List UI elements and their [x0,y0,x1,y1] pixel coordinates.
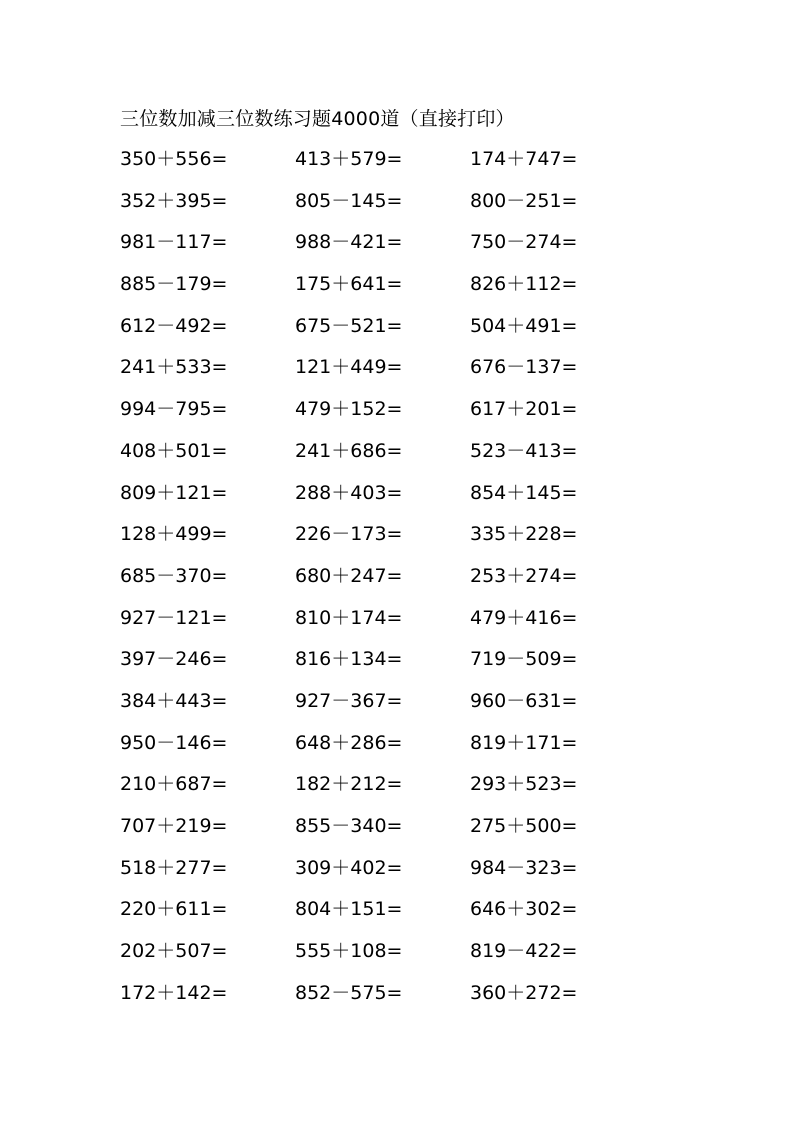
math-problem: 981－117= [120,231,228,254]
math-problem: 676－137= [470,356,578,379]
math-problem: 719－509= [470,648,578,671]
math-problem: 241＋533= [120,356,228,379]
math-problem: 350＋556= [120,148,228,170]
problem-row [120,480,640,522]
problem-row [120,146,640,188]
math-problem: 352＋395= [120,189,228,212]
math-problem: 826＋112= [470,273,578,296]
math-problem: 810＋174= [295,606,403,629]
problem-row [120,855,640,897]
math-problem: 800－251= [470,189,578,212]
math-problem: 335＋228= [470,523,578,546]
problem-row [120,730,640,772]
problem-row [120,188,640,230]
problem-row [120,688,640,730]
math-problem: 182＋212= [295,773,403,796]
math-problem: 202＋507= [120,940,228,963]
math-problem: 994－795= [120,398,228,421]
math-problem: 384＋443= [120,689,228,712]
math-problem: 555＋108= [295,940,403,963]
problem-row [120,396,640,438]
math-problem: 128＋499= [120,523,228,546]
problem-row [120,313,640,355]
math-problem: 885－179= [120,273,228,296]
math-problem: 360＋272= [470,981,578,1004]
math-problem: 413＋579= [295,148,403,170]
problem-row [120,354,640,396]
math-problem: 172＋142= [120,981,228,1004]
math-problem: 927－121= [120,606,228,629]
math-problem: 617＋201= [470,398,578,421]
math-problem: 309＋402= [295,856,403,879]
math-problem: 988－421= [295,231,403,254]
math-problem: 960－631= [470,689,578,712]
math-problem: 854＋145= [470,481,578,504]
math-problem: 950－146= [120,731,228,754]
math-problem: 809＋121= [120,481,228,504]
problem-row [120,438,640,480]
math-problem: 927－367= [295,689,403,712]
math-problem: 612－492= [120,314,228,337]
math-problem: 175＋641= [295,273,403,296]
math-problem: 288＋403= [295,481,403,504]
problem-row [120,271,640,313]
math-problem: 220＋611= [120,898,228,921]
math-problem: 852－575= [295,981,403,1004]
math-problem: 675－521= [295,314,403,337]
problem-row [120,813,640,855]
math-problem: 504＋491= [470,314,578,337]
math-problem: 855－340= [295,815,403,837]
problem-row [120,896,640,938]
problem-row [120,771,640,813]
math-problem: 648＋286= [295,731,403,754]
math-problem: 805－145= [295,189,403,212]
math-problem: 174＋747= [470,148,578,170]
math-problem: 479＋416= [470,606,578,629]
page-title: 三位数加减三位数练习题4000道（直接打印） [120,108,515,130]
math-problem: 707＋219= [120,815,228,837]
math-problem: 226－173= [295,523,403,546]
problem-row [120,938,640,980]
math-problem: 804＋151= [295,898,403,921]
math-problem: 984－323= [470,856,578,879]
math-problem: 408＋501= [120,439,228,462]
problem-row [120,646,640,688]
problem-row [120,563,640,605]
math-problem: 479＋152= [295,398,403,421]
math-problem: 518＋277= [120,856,228,879]
math-problem: 397－246= [120,648,228,671]
math-problem: 819－422= [470,940,578,963]
math-problem: 121＋449= [295,356,403,379]
math-problem: 523－413= [470,439,578,462]
problem-row [120,980,640,1022]
problem-row [120,521,640,563]
math-problem: 750－274= [470,231,578,254]
math-problem: 816＋134= [295,648,403,671]
math-problem: 680＋247= [295,564,403,587]
math-problem: 241＋686= [295,439,403,462]
math-problem: 685－370= [120,564,228,587]
math-problem: 253＋274= [470,564,578,587]
math-problem: 646＋302= [470,898,578,921]
math-problem: 210＋687= [120,773,228,796]
math-problem: 275＋500= [470,815,578,837]
problem-row [120,229,640,271]
problem-row [120,605,640,647]
problem-grid [120,146,640,1021]
math-problem: 819＋171= [470,731,578,754]
math-problem: 293＋523= [470,773,578,796]
